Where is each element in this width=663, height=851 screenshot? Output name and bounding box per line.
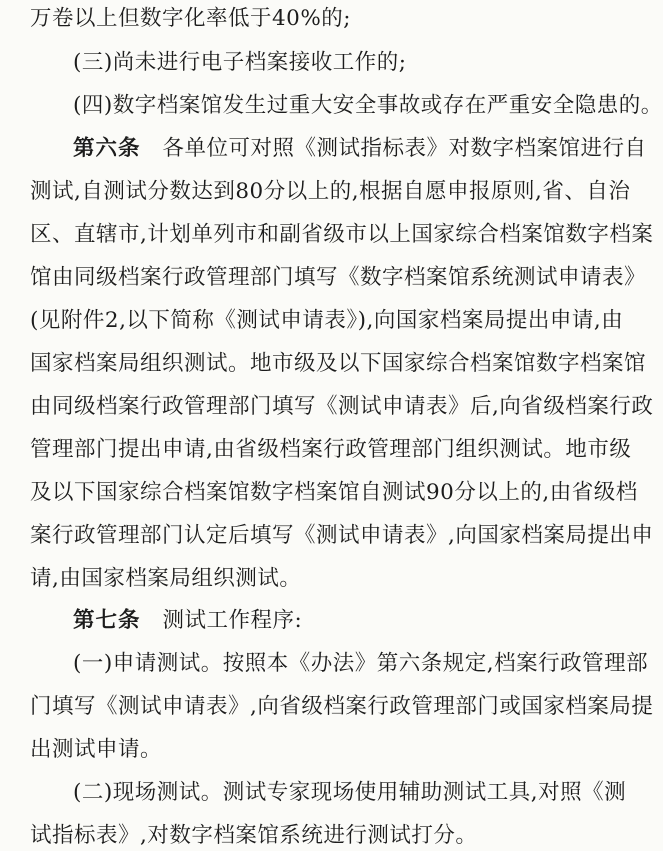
article-6-paragraph-start [73,134,647,164]
text-line: 请,由国家档案局组织测试。 [30,566,302,591]
text-line: 万卷以上但数字化率低于40%的; [30,6,352,31]
text-line: (见附件2,以下简称《测试申请表》),向国家档案局提出申请,由 [30,308,624,333]
text-line: 各单位可对照《测试指标表》对数字档案馆进行自 [162,136,647,161]
text-line: 管理部门提出申请,由省级档案行政管理部门组织测试。地市级 [30,437,632,462]
text-line: 案行政管理部门认定后填写《测试申请表》,向国家档案局提出申 [30,523,654,548]
text-line: 国家档案局组织测试。地市级及以下国家综合档案馆数字档案馆 [30,351,647,376]
text-line: (一)申请测试。按照本《办法》第六条规定,档案行政管理部 [73,651,649,676]
article-6-heading: 第六条 [73,136,141,161]
text-line: 及以下国家综合档案馆数字档案馆自测试90分以上的,由省级档 [30,480,638,505]
text-line: 区、直辖市,计划单列市和副省级市以上国家综合档案馆数字档案 [30,222,654,247]
text-line: 门填写《测试申请表》,向省级档案行政管理部门或国家档案局提 [30,694,654,719]
article-7-heading: 第七条 [73,608,141,633]
text-line: (三)尚未进行电子档案接收工作的; [73,50,407,75]
text-line: 试指标表》,对数字档案馆系统进行测试打分。 [30,823,478,848]
text-line: 由同级档案行政管理部门填写《测试申请表》后,向省级档案行政 [30,394,654,419]
text-line: (四)数字档案馆发生过重大安全事故或存在严重安全隐患的。 [73,93,663,118]
text-line: 出测试申请。 [30,737,163,762]
text-line: (二)现场测试。测试专家现场使用辅助测试工具,对照《测 [73,780,627,805]
article-7-paragraph-start [73,606,587,636]
text-line: 测试,自测试分数达到80分以上的,根据自愿申报原则,省、自治 [30,179,631,204]
text-line: 测试工作程序: [162,608,303,633]
text-line: 馆由同级档案行政管理部门填写《数字档案馆系统测试申请表》 [30,265,647,290]
